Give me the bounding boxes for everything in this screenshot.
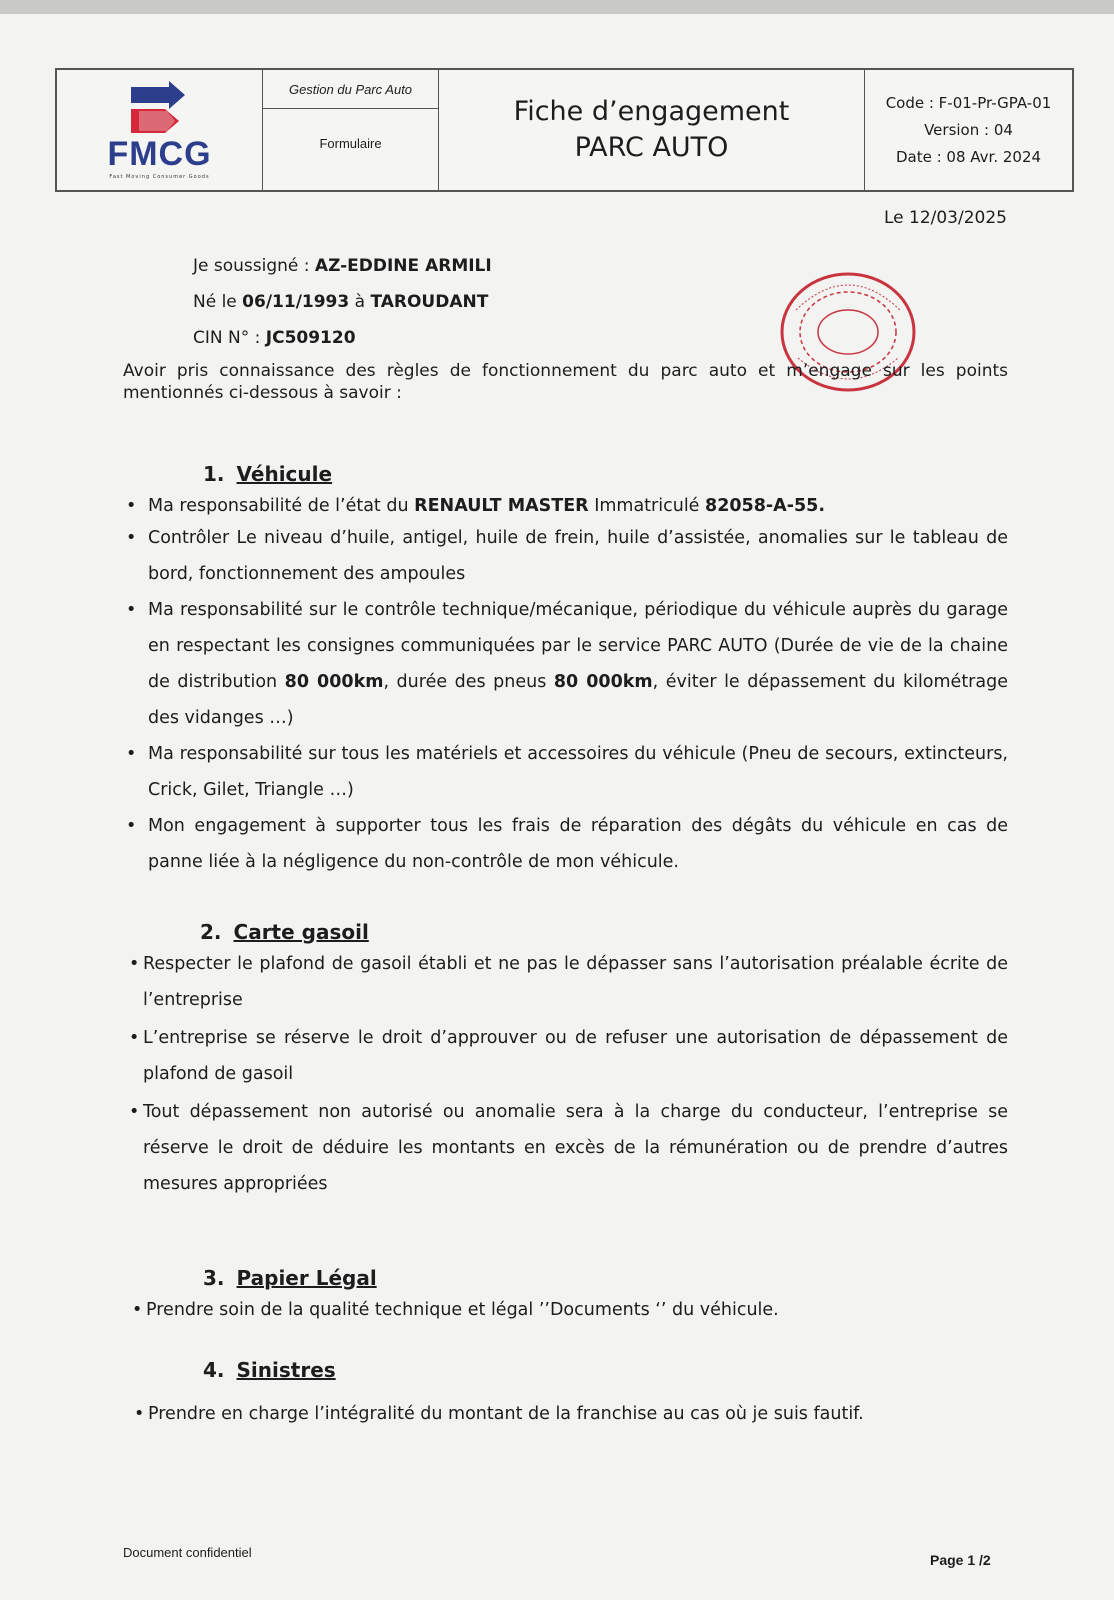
soussigne-label: Je soussigné :	[193, 256, 315, 276]
bullet-text: Respecter le plafond de gasoil établi et ne pas le dépasser sans l’autorisation préalable écrite de l’entreprise	[143, 954, 1008, 1010]
department-label: Gestion du Parc Auto	[263, 70, 438, 109]
ne-lieu: TAROUDANT	[370, 292, 489, 312]
bullet-text: Contrôler Le niveau d’huile, antigel, huile de frein, huile d’assistée, anomalies sur le tableau de bord, fonctionnement des ampoules	[148, 528, 1008, 584]
bullet-text: Prendre soin de la qualité technique et légal ’’Documents ‘’ du véhicule.	[146, 1300, 779, 1320]
list-item: • Contrôler Le niveau d’huile, antigel, huile de frein, huile d’assistée, anomalies sur le tableau de bord, fonctionnement des ampoules	[126, 528, 1008, 584]
page-top-edge	[0, 0, 1114, 14]
fmcg-logo-icon	[125, 81, 195, 133]
doc-date: Date : 08 Avr. 2024	[895, 147, 1042, 166]
list-item: • Ma responsabilité sur tous les matériels et accessoires du véhicule (Pneu de secours, extincteurs, Crick, Gilet, Triangle …)	[126, 744, 1008, 800]
bullet-text: Ma responsabilité de l’état du	[148, 496, 415, 516]
section-papier-legal-heading	[203, 1266, 377, 1290]
doc-type-label: Formulaire	[319, 136, 382, 151]
bullet-text: Ma responsabilité sur le contrôle technique/mécanique, périodique du véhicule auprès du garage en respectant les consignes communiquées par le service PARC AUTO (Durée de vie de la chaine de distribution	[148, 600, 1008, 692]
section-title: Papier Légal	[236, 1266, 377, 1290]
section-number: 4.	[203, 1358, 225, 1382]
doc-title-line1: Fiche d’engagement	[513, 96, 790, 127]
ne-label: Né le	[193, 292, 243, 312]
list-item: • L’entreprise se réserve le droit d’approuver ou de refuser une autorisation de dépassement de plafond de gasoil	[129, 1028, 1008, 1084]
bullet-text: Prendre en charge l’intégralité du montant de la franchise au cas où je suis fautif.	[148, 1404, 864, 1424]
footer-page-number: Page 1 /2	[930, 1552, 991, 1568]
ne-date: 06/11/1993	[242, 292, 350, 312]
doc-title-line2: PARC AUTO	[574, 132, 729, 163]
department-cell	[263, 70, 439, 190]
bullet-text: Ma responsabilité sur tous les matériels et accessoires du véhicule (Pneu de secours, extincteurs, Crick, Gilet, Triangle …)	[148, 744, 1008, 800]
section-number: 3.	[203, 1266, 225, 1290]
intro-paragraph: Avoir pris connaissance des règles de fonctionnement du parc auto et m’engage sur les points mentionnés ci-dessous à savoir :	[123, 361, 1008, 403]
section-number: 1.	[203, 462, 225, 486]
footer-confidential: Document confidentiel	[123, 1545, 252, 1560]
list-item: • Prendre soin de la qualité technique et légal ’’Documents ‘’ du véhicule.	[132, 1300, 779, 1320]
identity-cin	[193, 328, 356, 348]
list-item: • Prendre en charge l’intégralité du montant de la franchise au cas où je suis fautif.	[134, 1404, 864, 1424]
doc-version: Version : 04	[924, 120, 1013, 139]
bullet-text: , éviter le dépassement du kilométrage des vidanges …)	[148, 672, 1008, 728]
list-item: • Respecter le plafond de gasoil établi et ne pas le dépasser sans l’autorisation préalable écrite de l’entreprise	[129, 954, 1008, 1010]
bullet-text: Immatriculé	[588, 496, 706, 516]
bullet-text: L’entreprise se réserve le droit d’approuver ou de refuser une autorisation de dépassement de plafond de gasoil	[143, 1028, 1008, 1084]
logo-text: FMCG	[107, 134, 212, 173]
soussigne-value: AZ-EDDINE ARMILI	[314, 256, 492, 276]
identity-birth	[193, 292, 488, 312]
vehicle-model: RENAULT MASTER	[414, 496, 589, 516]
list-item: • Ma responsabilité sur le contrôle technique/mécanique, périodique du véhicule auprès du garage en respectant les consignes communiquées par le service PARC AUTO (Durée de vie de la chaine de distribution 80 000km, durée des pneus 80 000km, éviter le dépassement du kilométrage des vidanges …)	[126, 600, 1008, 728]
title-cell	[439, 70, 865, 190]
section-title: Sinistres	[236, 1358, 336, 1382]
code-cell	[865, 70, 1072, 190]
document-header	[55, 68, 1074, 192]
list-item: • Mon engagement à supporter tous les frais de réparation des dégâts du véhicule en cas de panne liée à la négligence du non-contrôle de mon véhicule.	[126, 816, 1008, 872]
section-vehicule-heading	[203, 462, 332, 486]
identity-name	[193, 256, 492, 276]
list-item: • Ma responsabilité de l’état du RENAULT MASTER Immatriculé 82058-A-55.	[126, 496, 825, 516]
bullet-text: , durée des pneus	[383, 672, 554, 692]
tire-life: 80 000km	[553, 672, 653, 692]
section-carte-gasoil-heading	[200, 920, 369, 944]
doc-code: Code : F-01-Pr-GPA-01	[885, 93, 1052, 112]
vehicle-plate: 82058-A-55.	[705, 496, 825, 516]
bullet-text: Tout dépassement non autorisé ou anomalie sera à la charge du conducteur, l’entreprise se réserve le droit de déduire les montants en excès de la rémunération ou de prendre d’autres mesures appropriées	[143, 1102, 1008, 1194]
logo-cell	[57, 70, 263, 190]
section-sinistres-heading	[203, 1358, 336, 1382]
cin-value: JC509120	[265, 328, 356, 348]
cin-label: CIN N° :	[193, 328, 266, 348]
ne-a: à	[349, 292, 371, 312]
section-title: Carte gasoil	[233, 920, 369, 944]
chain-life: 80 000km	[284, 672, 384, 692]
section-number: 2.	[200, 920, 222, 944]
section-title: Véhicule	[236, 462, 333, 486]
bullet-text: Mon engagement à supporter tous les frais de réparation des dégâts du véhicule en cas de panne liée à la négligence du non-contrôle de mon véhicule.	[148, 816, 1008, 872]
signature-date: Le 12/03/2025	[883, 208, 1007, 228]
logo-subtitle: Fast Moving Consumer Goods	[109, 173, 210, 180]
list-item: • Tout dépassement non autorisé ou anomalie sera à la charge du conducteur, l’entreprise se réserve le droit de déduire les montants en excès de la rémunération ou de prendre d’autres mesures appropriées	[129, 1102, 1008, 1194]
